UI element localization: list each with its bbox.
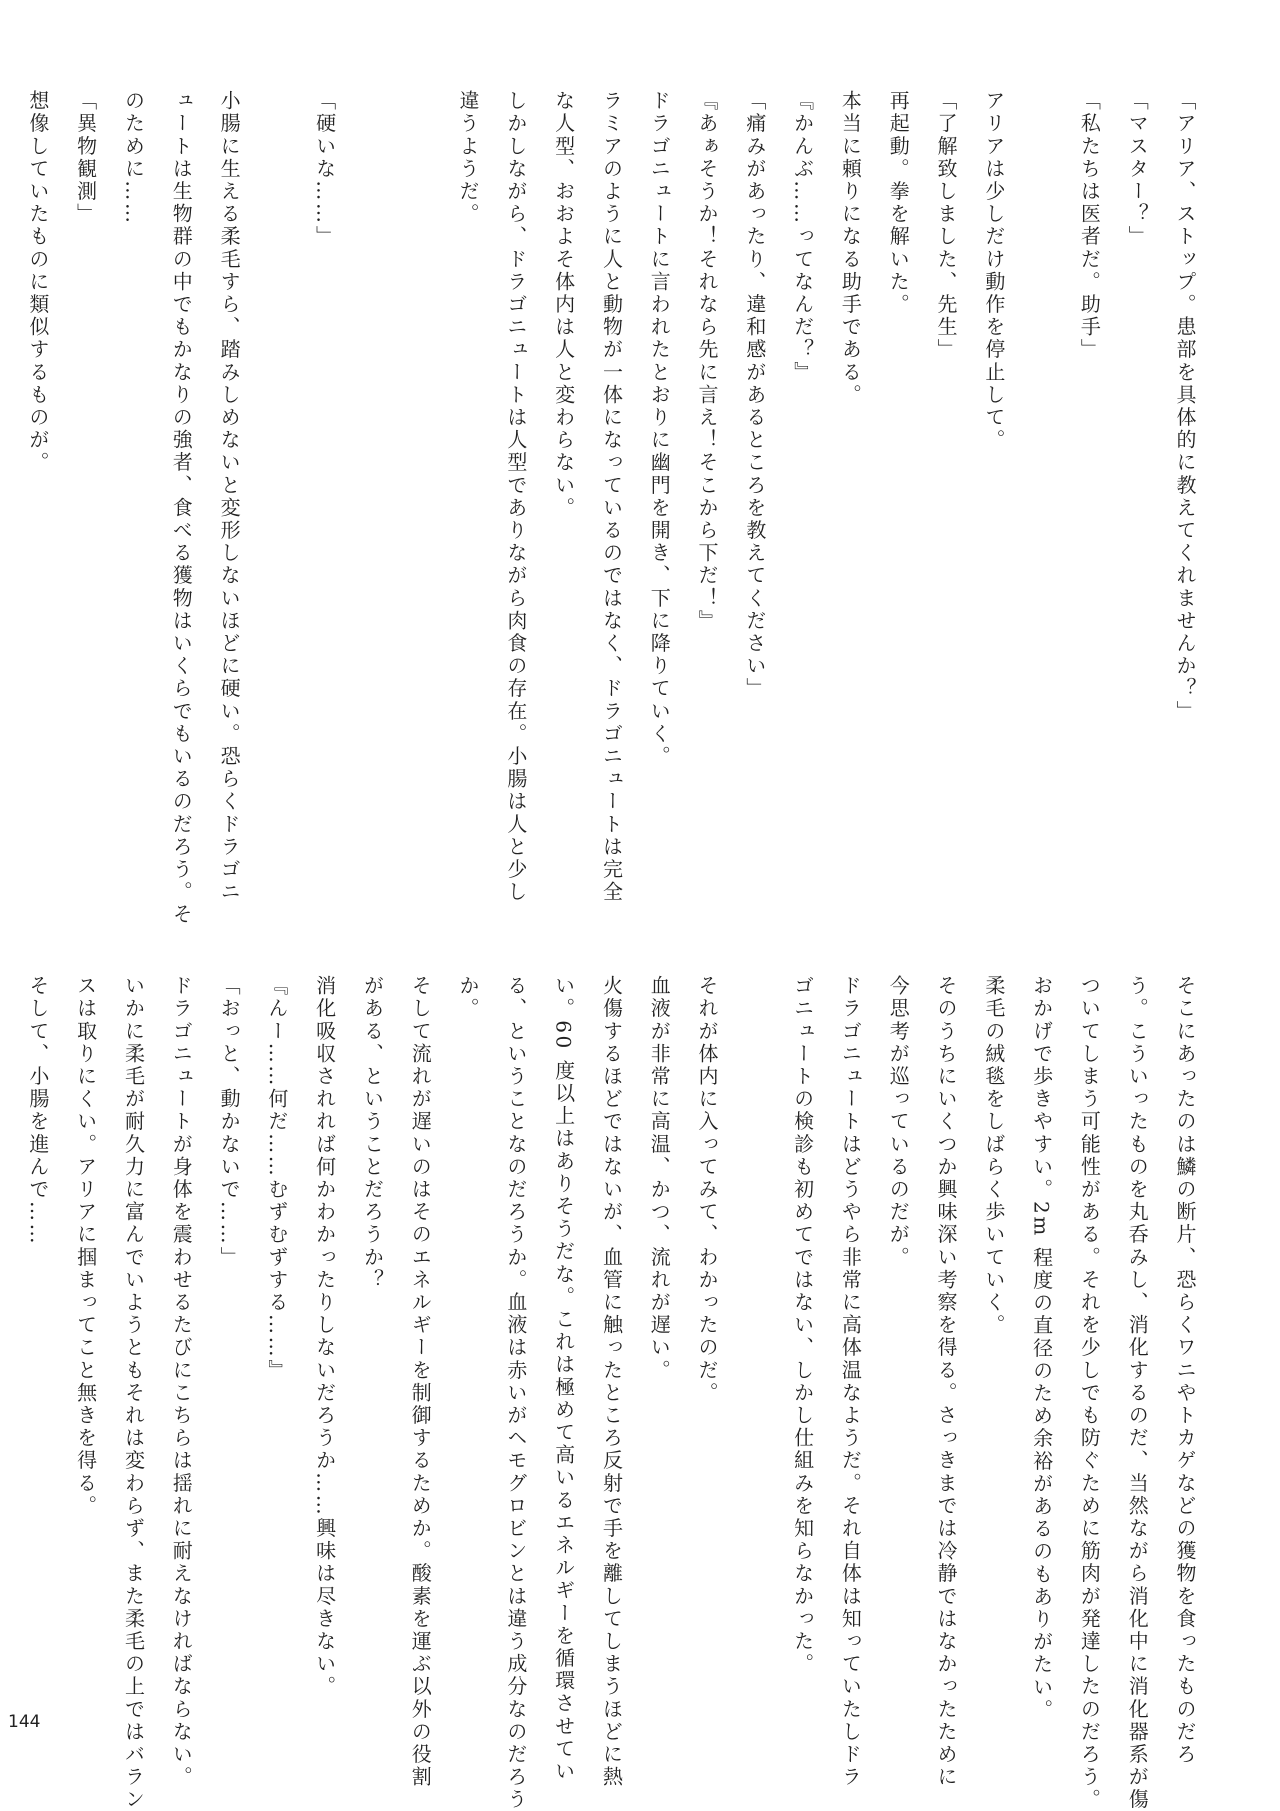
text-line: 『んー……何だ……むずむずする……』 [264,975,289,1382]
text-line: そのうちにいくつか興味深い考察を得る。さっきまでは冷静ではなかったために [934,975,959,1789]
text-line: 『あぁそうか！それなら先に言え！そこから下だ！』 [695,90,720,633]
text-line: 柔毛の絨毯をしばらく歩いていく。 [981,975,1006,1337]
text-line: 血液が非常に高温、かつ、流れが遅い。 [647,975,672,1382]
text-line: 本当に頼りになる助手である。 [838,90,863,407]
text-line: 「異物観測」 [73,90,98,226]
text-line: う。こういったものを丸呑みし、消化するのだ、当然ながら消化中に消化器系が傷 [1125,975,1150,1811]
text-line: 想像していたものに類似するものが。 [25,90,50,475]
upper-text-block [25,90,1208,940]
text-line: ドラゴニュートが身体を震わせるたびにこちらは揺れに耐えなければならない。 [169,975,194,1789]
text-line [252,90,300,940]
text-line: そして流れが遅いのはそのエネルギーを制御するためか。酸素を運ぶ以外の役割 [408,975,433,1789]
text-line: ついてしまう可能性がある。それを少しでも防ぐために筋肉が発達したのだろう。 [1077,975,1102,1811]
text-line: おかげで歩きやすい。2m 程度の直径のため余裕があるのもありがたい。 [1029,975,1054,1722]
text-line: ュートは生物群の中でもかなりの強者、食べる獲物はいくらでもいるのだろう。そ [169,90,194,927]
text-line: ドラゴニュートに言われたとおりに幽門を開き、下に降りていく。 [647,90,672,768]
text-line: か。 [456,975,481,1021]
lower-text-block [25,975,1208,1811]
text-line: 「おっと、動かないで……」 [217,975,242,1269]
text-line: 火傷するほどではないが、血管に触ったところ反射で手を離してしまうほどに熱 [599,975,624,1789]
text-line: 今思考が巡っているのだが。 [886,975,911,1269]
text-line: ゴニュートの検診も初めてではない、しかし仕組みを知らなかった。 [790,975,815,1676]
text-line: 消化吸収されれば何かわかったりしないだろうか……興味は尽きない。 [312,975,337,1699]
text-line: 「アリア、ストップ。患部を具体的に教えてくれませんか？」 [1173,90,1197,723]
text-line: い。60 度以上はありそうだな。これは極めて高いるエネルギーを循環させてい [551,975,576,1784]
text-line: 「私たちは医者だ。助手」 [1077,90,1102,362]
text-line: 違うようだ。 [456,90,481,226]
text-line: ドラゴニュートはどうやら非常に高体温なようだ。それ自体は知っていたしドラ [838,975,863,1789]
text-line: な人型、おおよそ体内は人と変わらない。 [551,90,576,520]
text-line: 小腸に生える柔毛すら、踏みしめないと変形しないほどに硬い。恐らくドラゴニ [217,90,242,904]
text-line [348,90,396,940]
text-line: 「了解致しました、先生」 [934,90,959,362]
text-line: いかに柔毛が耐久力に富んでいようともそれは変わらず、また柔毛の上ではバラン [121,975,146,1811]
text-line: 「痛みがあったり、違和感があるところを教えてください」 [742,90,767,701]
text-line: 『かんぶ……ってなんだ？』 [790,90,815,384]
text-line: のために…… [121,90,146,226]
text-line: 「硬いな……」 [312,90,337,249]
text-line: そして、小腸を進んで…… [25,975,50,1247]
text-line: しかしながら、ドラゴニュートは人型でありながら肉食の存在。小腸は人と少し [503,90,528,904]
text-line: る、ということなのだろうか。血液は赤いがヘモグロビンとは違う成分なのだろう [503,975,528,1811]
text-line: それが体内に入ってみて、わかったのだ。 [695,975,720,1405]
text-line: スは取りにくい。アリアに掴まってこと無きを得る。 [73,975,98,1518]
text-line [395,90,443,940]
text-line: 再起動。拳を解いた。 [886,90,911,316]
text-line: アリアは少しだけ動作を停止して。 [981,90,1006,452]
text-line: ラミアのように人と動物が一体になっているのではなく、ドラゴニュートは完全 [599,90,624,904]
page-number: 144 [8,1712,41,1732]
text-line: そこにあったのは鱗の断片、恐らくワニやトカゲなどの獲物を食ったものだろ [1173,975,1197,1766]
text-line [1017,90,1065,940]
text-line: がある、ということだろうか？ [360,975,385,1292]
text-line [730,975,778,1795]
text-line: 「マスター？」 [1125,90,1150,249]
